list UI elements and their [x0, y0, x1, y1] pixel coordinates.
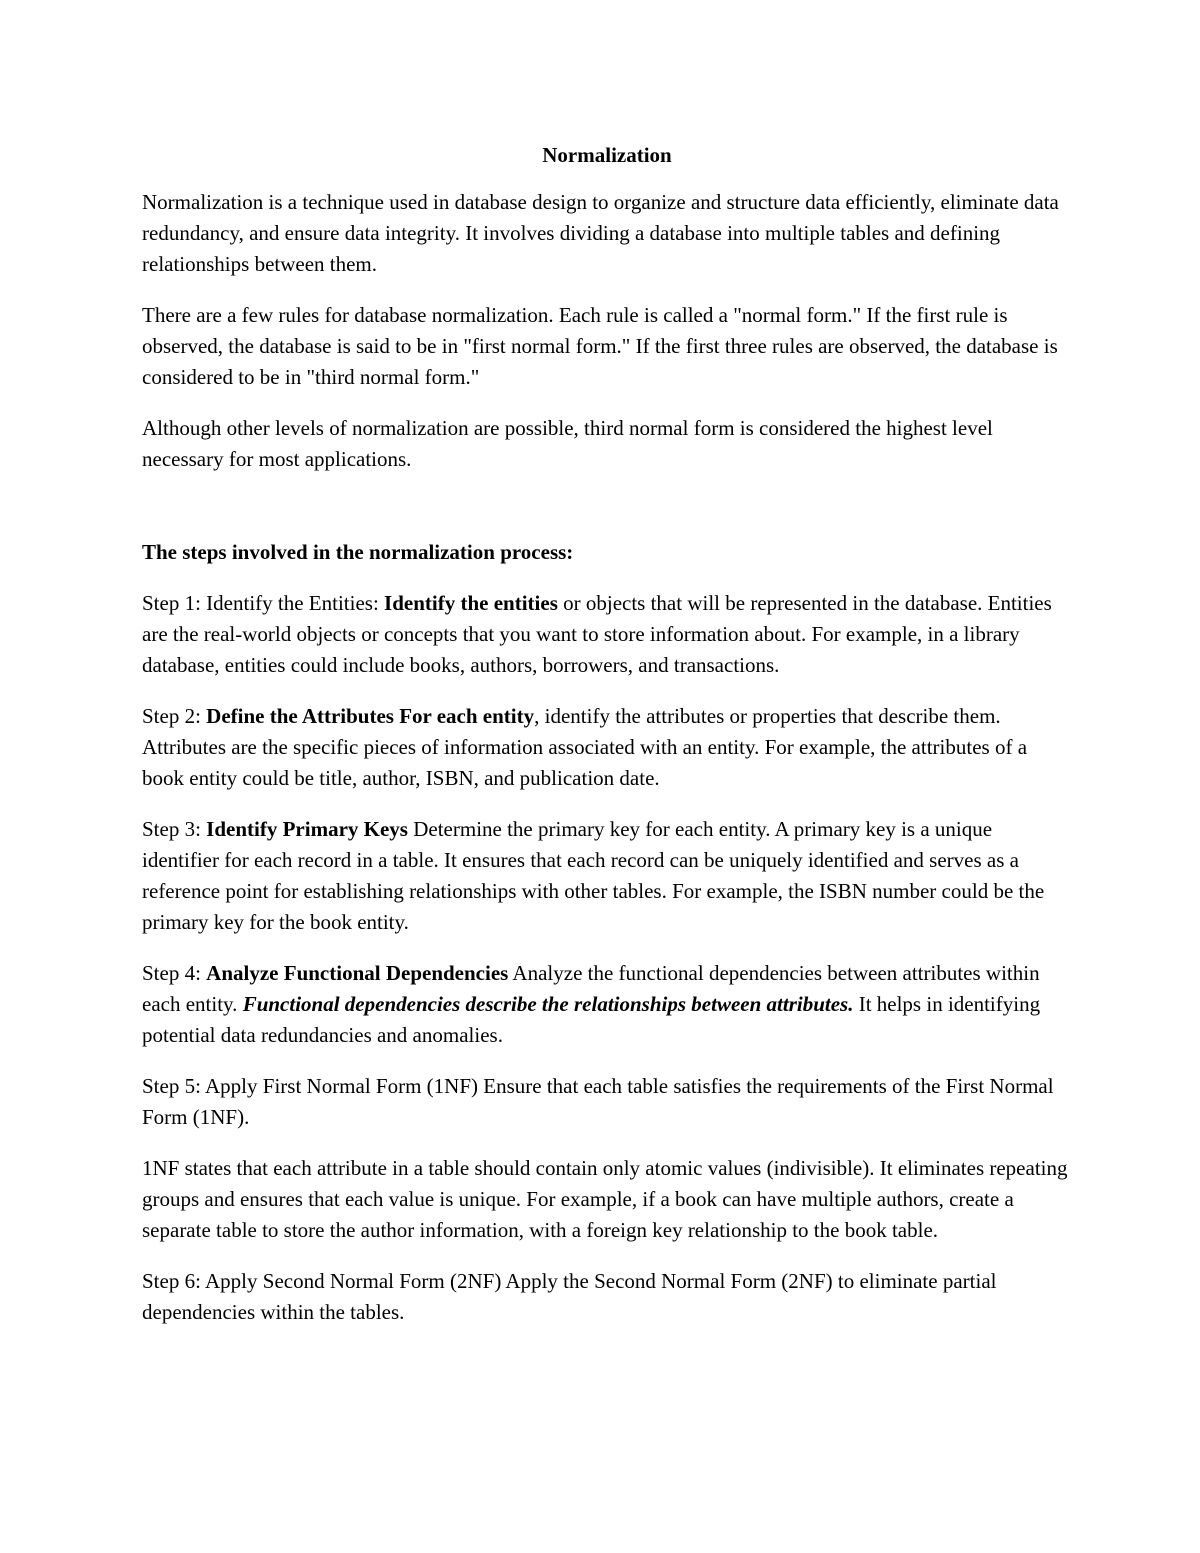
step-4-bold-italic: Functional dependencies describe the relationships between attributes. — [242, 992, 854, 1016]
step-4-prefix: Step 4: — [142, 961, 207, 985]
intro-paragraph-3: Although other levels of normalization are possible, third normal form is considered the highest level necessary for most applications. — [142, 416, 993, 471]
step-4-bold: Analyze Functional Dependencies — [206, 961, 509, 985]
step-2-text: , identify the attributes or properties that describe them. Attributes are the specific pieces of information associated with an entity. For example, the attributes of a book entity could be title, author, ISBN, and publication date. — [142, 704, 1028, 790]
section-spacer — [142, 495, 1072, 537]
step-6-paragraph: Step 6: Apply Second Normal Form (2NF) Apply the Second Normal Form (2NF) to eliminate partial dependencies within the tables. — [142, 1269, 997, 1324]
step-2-prefix: Step 2: — [142, 704, 207, 728]
step-1-bold: Identify the entities — [384, 591, 558, 615]
step-3-prefix: Step 3: — [142, 817, 207, 841]
step-5-detail-paragraph: 1NF states that each attribute in a table should contain only atomic values (indivisible). It eliminates repeating groups and ensures that each value is unique. For example, if a book can have multiple authors, create a separate table to store the author information, with a foreign key relationship to the book table. — [142, 1156, 1068, 1242]
step-3-paragraph — [142, 814, 1072, 938]
step-4-paragraph — [142, 958, 1072, 1051]
step-4-text: It helps in identifying potential data redundancies and anomalies. — [142, 992, 1041, 1047]
step-3-text: Determine the primary key for each entity. A primary key is a unique identifier for each record in a table. It ensures that each record can be uniquely identified and serves as a reference point for establishing relationships with other tables. For example, the ISBN number could be the primary key for the book entity. — [142, 817, 1045, 934]
step-1-text: or objects that will be represented in the database. Entities are the real-world objects or concepts that you want to store information about. For example, in a library database, entities could include books, authors, borrowers, and transactions. — [142, 591, 1052, 677]
step-4-middle: Analyze the functional dependencies between attributes within each entity. — [142, 961, 1040, 1016]
document-body — [142, 140, 1072, 1348]
step-2-paragraph — [142, 701, 1072, 794]
intro-paragraph-2: There are a few rules for database normalization. Each rule is called a "normal form." If the first rule is observed, the database is said to be in "first normal form." If the first three rules are observed, the database is considered to be in "third normal form." — [142, 303, 1058, 389]
intro-paragraph-1: Normalization is a technique used in database design to organize and structure data efficiently, eliminate data redundancy, and ensure data integrity. It involves dividing a database into multiple tables and defining relationships between them. — [142, 190, 1059, 276]
steps-heading: The steps involved in the normalization process: — [142, 540, 574, 564]
document-title: Normalization — [542, 143, 672, 167]
step-5-paragraph: Step 5: Apply First Normal Form (1NF) Ensure that each table satisfies the requirements of the First Normal Form (1NF). — [142, 1074, 1054, 1129]
step-2-bold: Define the Attributes For each entity — [206, 704, 535, 728]
step-1-prefix: Step 1: Identify the Entities: — [142, 591, 385, 615]
step-1-paragraph — [142, 588, 1072, 681]
step-3-bold: Identify Primary Keys — [206, 817, 408, 841]
